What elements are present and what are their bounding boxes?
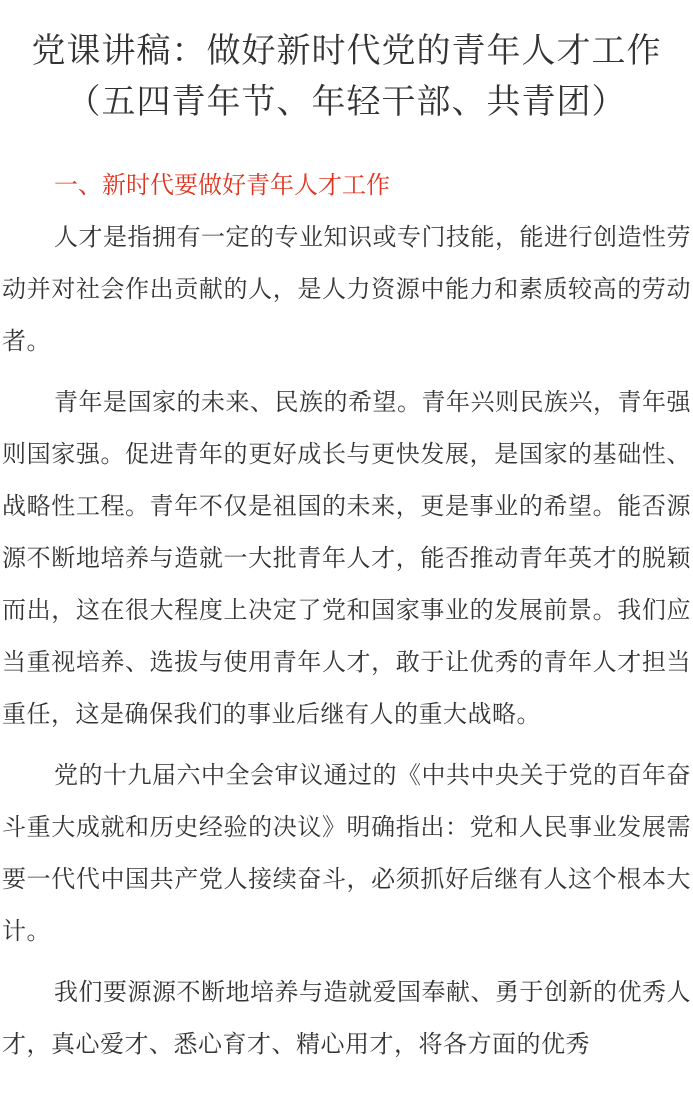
paragraph-cultivate-talent: 我们要源源不断地培养与造就爱国奉献、勇于创新的优秀人才，真心爱才、悉心育才、精心用才，将各方面的优秀 — [2, 978, 691, 1058]
title-line-1: 党课讲稿：做好新时代党的青年人才工作 — [31, 31, 662, 71]
document-title — [0, 0, 693, 128]
section-heading: 一、新时代要做好青年人才工作 — [54, 171, 390, 199]
title-line-2: （五四青年节、年轻干部、共青团） — [66, 82, 627, 122]
paragraph-youth-future: 青年是国家的未来、民族的希望。青年兴则民族兴，青年强则国家强。促进青年的更好成长与更快发展，是国家的基础性、战略性工程。青年不仅是祖国的未来，更是事业的希望。能否源源不断地培养与造就一大批青年人才，能否推动青年英才的脱颖而出，这在很大程度上决定了党和国家事业的发展前景。我们应当重视培养、选拔与使用青年人才，敢于让优秀的青年人才担当重任，这是确保我们的事业后继有人的重大战略。 — [2, 388, 691, 728]
paragraph-talent-definition: 人才是指拥有一定的专业知识或专门技能，能进行创造性劳动并对社会作出贡献的人，是人力资源中能力和素质较高的劳动者。 — [2, 223, 691, 355]
paragraph-party-resolution: 党的十九届六中全会审议通过的《中共中央关于党的百年奋斗重大成就和历史经验的决议》明确指出：党和人民事业发展需要一代代中国共产党人接续奋斗，必须抓好后继有人这个根本大计。 — [2, 761, 691, 945]
